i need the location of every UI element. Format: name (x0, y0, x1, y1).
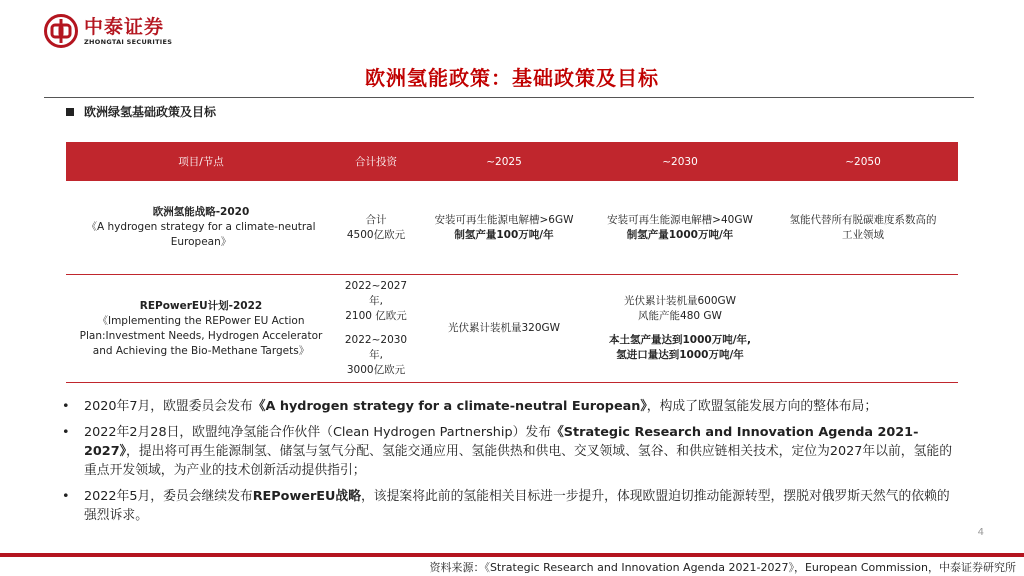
bullet-list (62, 397, 962, 532)
bullet-dot-icon: • (62, 489, 70, 504)
target-text: 氢进口量达到1000万吨/年 (616, 349, 744, 361)
investment-amount: 3000亿欧元 (346, 364, 406, 376)
cell-2050 (768, 181, 958, 275)
bullet-text: ，该提案将此前的氢能相关目标进一步提升，体现欧盟迫切推动能源转型，摆脱对俄罗斯天然气的依赖的强烈诉求。 (84, 489, 950, 523)
header-investment: 合计投资 (336, 142, 416, 181)
bullet-emphasis: REPowerEU战略 (252, 489, 361, 504)
header-2025: ~2025 (416, 142, 592, 181)
policy-doc-title: 《Implementing the REPower EU Action Plan:Investment Needs, Hydrogen Accelerator and Achieving the Bio-Methane Targets》 (79, 314, 323, 357)
target-text: 光伏累计装机量320GW (447, 322, 561, 334)
square-bullet-icon (66, 108, 74, 116)
cell-2025 (416, 181, 592, 275)
target-text: 制氢产量1000万吨/年 (626, 228, 734, 241)
cell-2025 (416, 275, 592, 383)
cell-investment (336, 275, 416, 383)
investment-label: 合计 (365, 213, 387, 226)
target-text: 本土氢产量达到1000万吨/年, (608, 334, 752, 346)
policy-name: REPowerEU计划-2022 (139, 299, 263, 312)
bullet-emphasis: 《Strategic Research and Innovation Agenda 2021-2027》 (84, 425, 919, 459)
page-title: 欧洲氢能政策：基础政策及目标 (365, 66, 659, 90)
investment-amount: 2100 亿欧元 (345, 310, 407, 322)
table-row (66, 181, 958, 275)
target-text: 安装可再生能源电解槽>40GW (607, 213, 753, 226)
policy-table (66, 142, 958, 383)
cell-2050 (768, 275, 958, 383)
bullet-dot-icon: • (62, 425, 70, 440)
policy-doc-title: 《A hydrogen strategy for a climate-neutral European》 (86, 221, 316, 248)
bullet-text: 2022年2月28日，欧盟纯净氢能合作伙伴（Clean Hydrogen Partnership）发布 (84, 425, 551, 440)
policy-name: 欧洲氢能战略-2020 (152, 206, 250, 218)
footer-bar (0, 553, 1024, 557)
cell-2030 (592, 275, 768, 383)
section-heading (66, 103, 216, 120)
target-text: 制氢产量100万吨/年 (454, 228, 554, 241)
page-number: 4 (977, 527, 984, 538)
list-item (62, 487, 962, 525)
investment-amount: 4500亿欧元 (346, 228, 406, 241)
table-header-row (66, 142, 958, 181)
cell-investment (336, 181, 416, 275)
header-2050: ~2050 (768, 142, 958, 181)
bullet-text: 2022年5月，委员会继续发布 (84, 489, 253, 504)
target-text: 安装可再生能源电解槽>6GW (434, 213, 574, 226)
list-item (62, 423, 962, 480)
investment-period: 2022~2027 年, (344, 280, 408, 307)
bullet-text: ，构成了欧盟氢能发展方向的整体布局； (646, 399, 878, 414)
target-text: 风能产能480 GW (638, 310, 722, 322)
source-note: 资料来源：《Strategic Research and Innovation Agenda 2021-2027》，European Commission，中泰证券研究所 (429, 561, 1016, 574)
company-logo (44, 14, 172, 48)
logo-chinese-name: 中泰证券 (84, 15, 165, 38)
bullet-text: 2020年7月，欧盟委员会发布 (84, 399, 253, 414)
list-item (62, 397, 962, 416)
section-heading-text: 欧洲绿氢基础政策及目标 (84, 105, 217, 119)
cell-policy-name (66, 181, 336, 275)
target-text: 工业领域 (842, 228, 884, 241)
header-item: 项目/节点 (66, 142, 336, 181)
header-2030: ~2030 (592, 142, 768, 181)
title-divider (44, 97, 974, 98)
investment-period: 2022~2030年, (344, 334, 408, 361)
zhongtai-logo-icon (44, 14, 78, 48)
cell-2030 (592, 181, 768, 275)
bullet-dot-icon: • (62, 399, 70, 414)
target-text: 氢能代替所有脱碳难度系数高的 (789, 213, 937, 226)
logo-english-name: ZHONGTAI SECURITIES (84, 37, 173, 46)
table-row (66, 275, 958, 383)
bullet-emphasis: 《A hydrogen strategy for a climate-neutral European》 (252, 399, 647, 414)
cell-policy-name (66, 275, 336, 383)
bullet-text: ，提出将可再生能源制氢、储氢与氢气分配、氢能交通应用、氢能供热和供电、交叉领域、氢谷、和供应链相关技术，定位为2027年以前，氢能的重点开发领域，为产业的技术创新活动提供指引； (84, 444, 952, 478)
target-text: 光伏累计装机量600GW (623, 295, 737, 307)
